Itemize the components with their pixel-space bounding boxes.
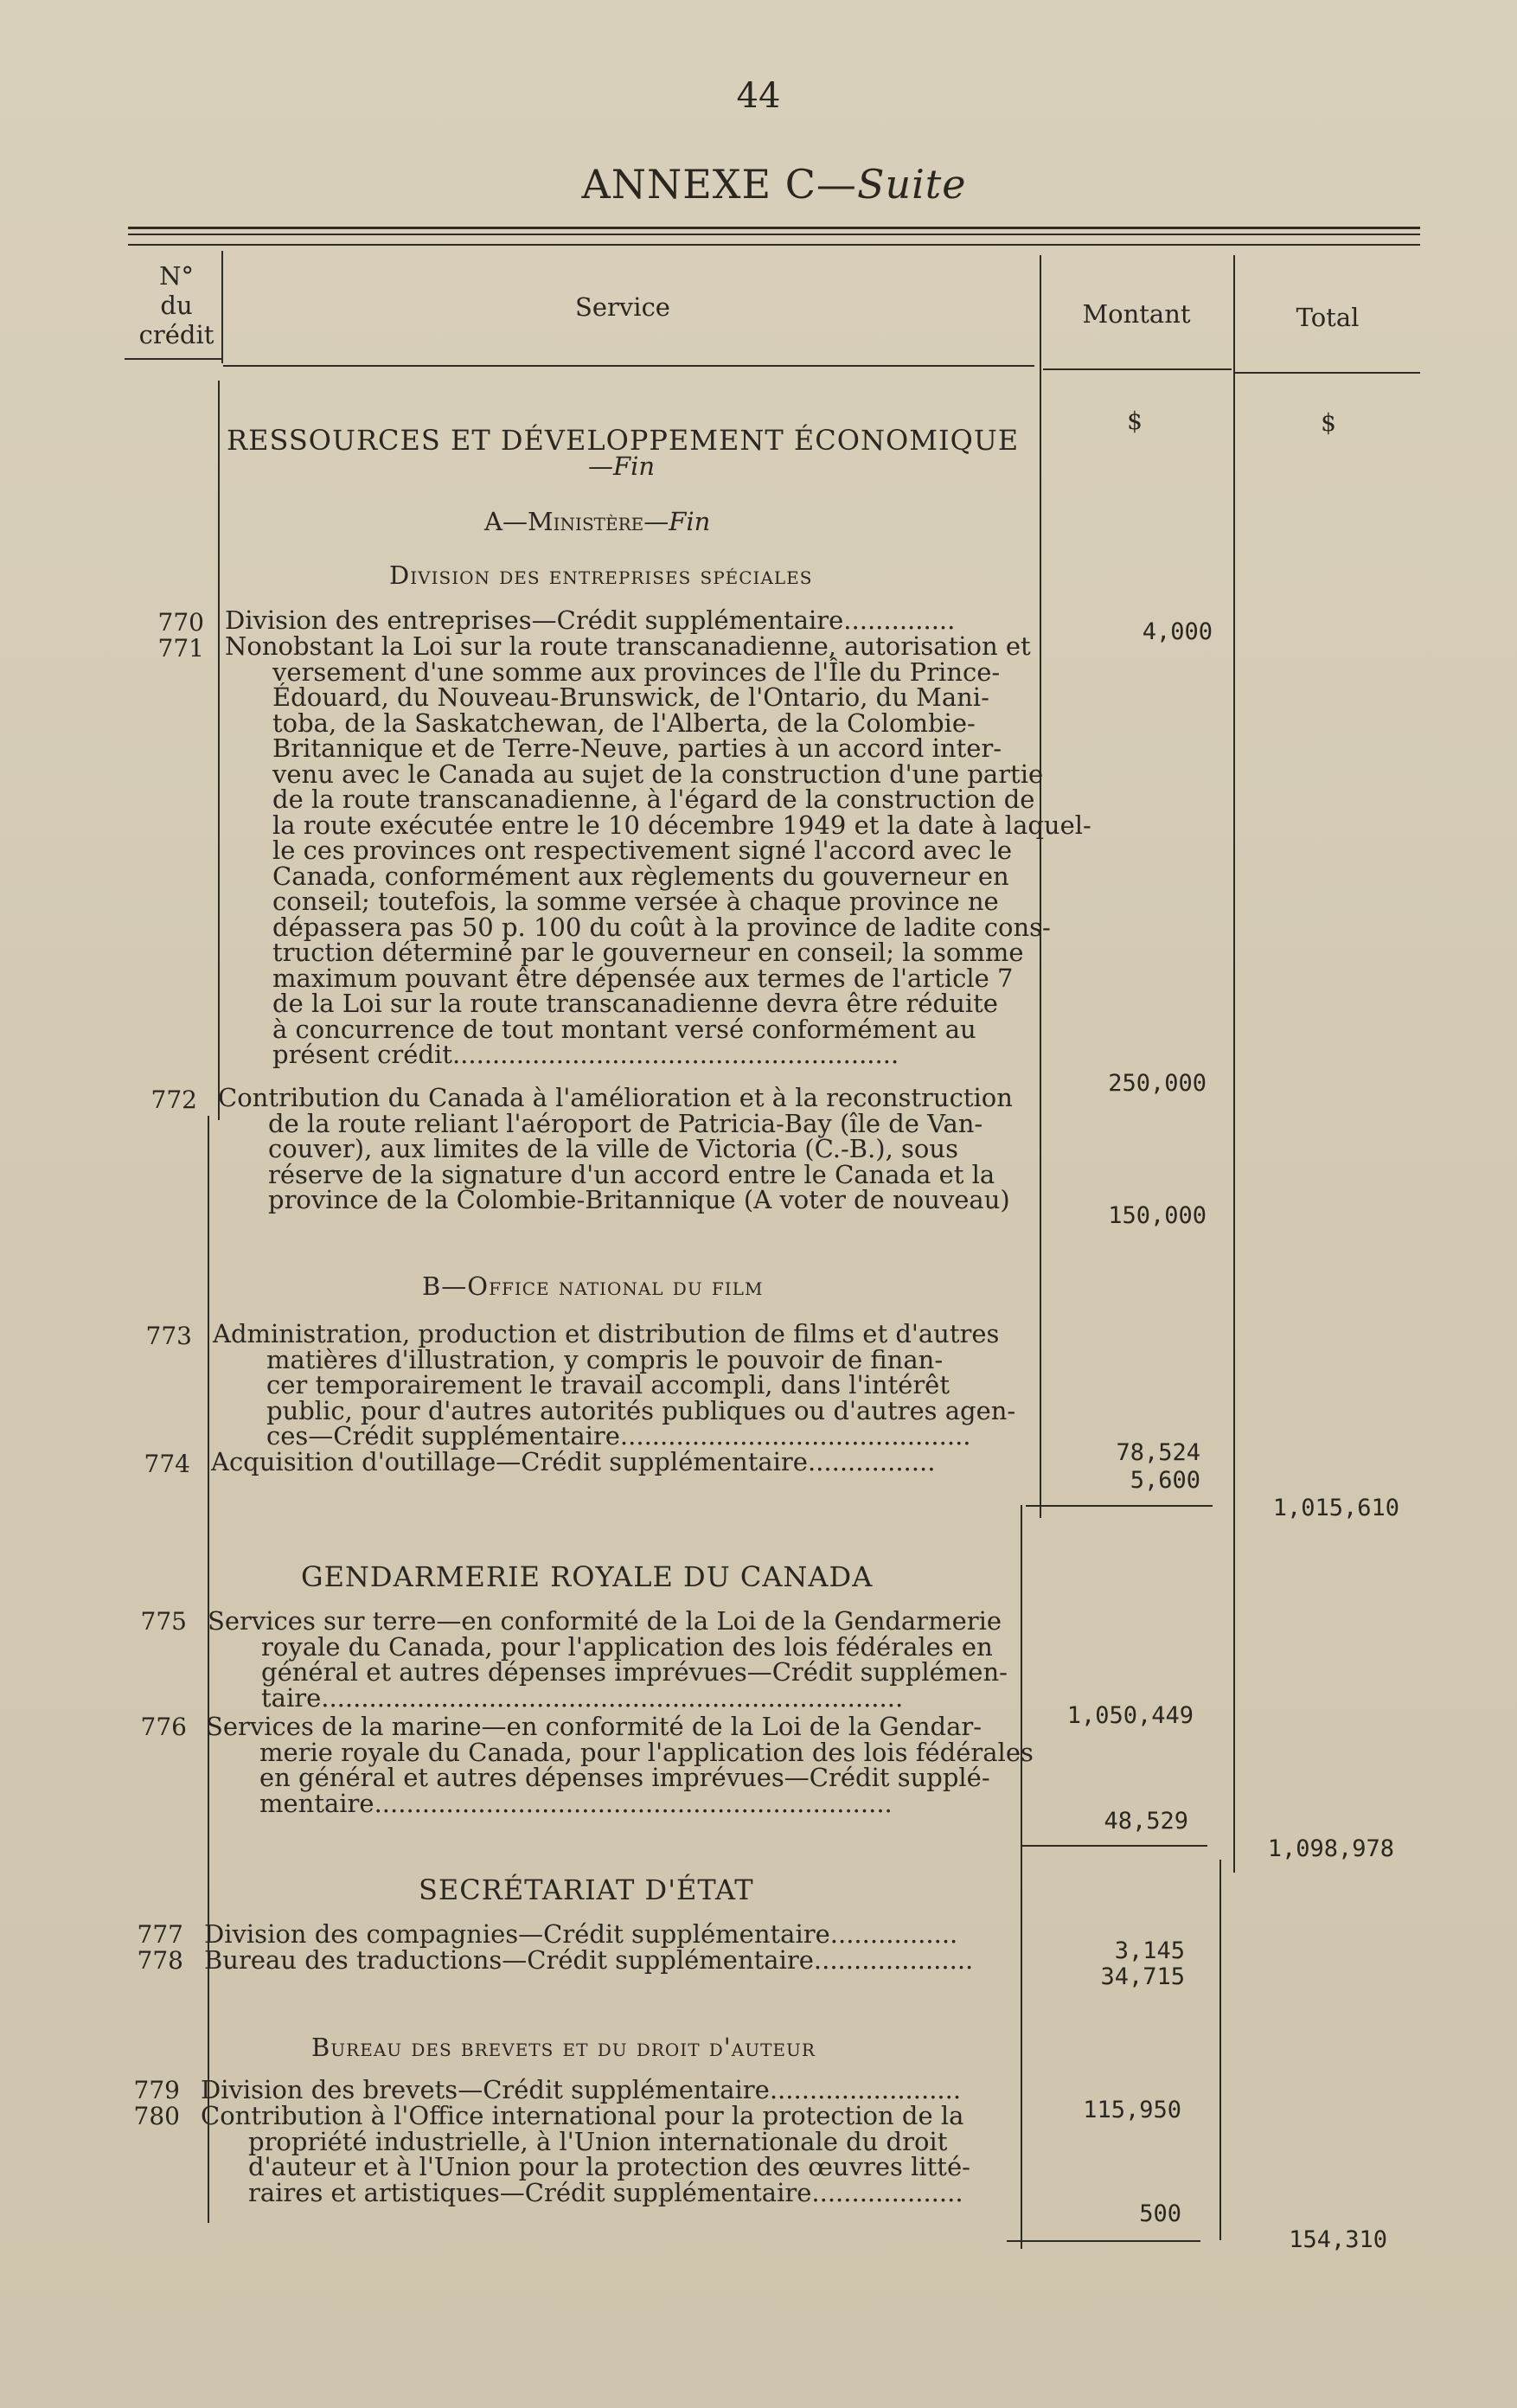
credit-778-amount: 34,715	[1100, 1963, 1185, 1990]
credit-771-number: 771	[157, 634, 204, 663]
vrule-montant-2	[1219, 1860, 1221, 2240]
vrule-service-2	[1021, 1505, 1022, 2249]
credit-776-line: Services de la marine—en conformité de la Loi de la Gendar-	[206, 1712, 983, 1741]
credit-780-line: raires et artistiques—Crédit supplémentaire...................	[248, 2177, 963, 2207]
section-grc-heading: GENDARMERIE ROYALE DU CANADA	[301, 1560, 874, 1593]
credit-773-line: ces—Crédit supplémentaire............................................	[266, 1421, 971, 1451]
section-ressources-suffix: —Fin	[588, 452, 656, 481]
top-rule-3	[128, 244, 1420, 246]
credit-772-amount: 150,000	[1108, 1202, 1207, 1229]
credit-780-line: d'auteur et à l'Union pour la protection des œuvres litté-	[248, 2152, 970, 2181]
top-rule-2	[128, 234, 1420, 235]
subtotal-rule-ressources	[1026, 1505, 1213, 1507]
credit-773-line: public, pour d'autres autorités publiques ou d'autres agen-	[266, 1395, 1016, 1425]
credit-771-line: Canada, conformément aux règlements du gouverneur en	[272, 861, 1009, 891]
credit-773-line: cer temporairement le travail accompli, dans l'intérêt	[266, 1370, 950, 1399]
header-credit-line1: N°	[159, 261, 194, 291]
credit-775-line: royale du Canada, pour l'application des lois fédérales en	[261, 1631, 993, 1662]
annex-title	[0, 161, 1517, 208]
credit-772-number: 772	[150, 1086, 197, 1114]
header-rule-total	[1235, 372, 1420, 374]
currency-total: $	[1321, 408, 1336, 437]
credit-771-amount: 250,000	[1108, 1070, 1207, 1097]
credit-779-amount: 115,950	[1083, 2097, 1181, 2123]
header-rule-montant	[1043, 368, 1232, 370]
credit-771-line: Édouard, du Nouveau-Brunswick, de l'Ontario, du Mani-	[272, 682, 989, 712]
total-secretariat: 154,310	[1289, 2226, 1387, 2253]
credit-770-line: Division des entreprises—Crédit supplémentaire..............	[225, 605, 956, 635]
credit-771-line: venu avec le Canada au sujet de la construction d'une partie	[272, 759, 1044, 789]
credit-780-line: Contribution à l'Office international pour la protection de la	[201, 2101, 964, 2130]
total-grc: 1,098,978	[1267, 1835, 1394, 1862]
credit-777-text	[204, 1919, 958, 1949]
credit-771-line: présent crédit........................................................	[272, 1040, 899, 1069]
credit-770-number: 770	[157, 608, 204, 637]
credit-773-text	[213, 1319, 1016, 1451]
credit-774-amount: 5,600	[1130, 1467, 1200, 1494]
total-ressources: 1,015,610	[1272, 1495, 1399, 1521]
credit-771-line: maximum pouvant être dépensée aux termes de l'article 7	[272, 963, 1014, 993]
currency-montant: $	[1127, 407, 1143, 435]
credit-776-number: 776	[140, 1713, 187, 1741]
section-ressources-title: RESSOURCES ET DÉVELOPPEMENT ÉCONOMIQUE	[227, 424, 1020, 457]
credit-771-line: à concurrence de tout montant versé conformément au	[272, 1014, 976, 1044]
credit-776-amount: 48,529	[1104, 1808, 1188, 1835]
ministere-name: Ministère	[527, 507, 644, 536]
credit-777-amount: 3,145	[1114, 1937, 1185, 1964]
credit-773-amount: 78,524	[1116, 1439, 1200, 1466]
subtotal-rule-secretariat	[1007, 2240, 1200, 2242]
credit-774-number: 774	[144, 1450, 190, 1478]
credit-776-line: en général et autres dépenses imprévues—Crédit supplé-	[259, 1763, 990, 1792]
header-col-credit	[128, 261, 225, 349]
header-rule-credit	[125, 358, 221, 360]
credit-775-text	[208, 1606, 1008, 1713]
credit-780-line: propriété industrielle, à l'Union internationale du droit	[248, 2126, 948, 2156]
credit-777-line: Division des compagnies—Crédit supplémentaire................	[204, 1919, 958, 1949]
credit-771-line: le ces provinces ont respectivement signé l'accord avec le	[272, 836, 1013, 865]
credit-778-number: 778	[137, 1946, 183, 1975]
credit-775-line: général et autres dépenses imprévues—Crédit supplémen-	[261, 1657, 1008, 1687]
credit-771-line: dépassera pas 50 p. 100 du coût à la province de ladite cons-	[272, 912, 1051, 942]
subtotal-rule-grc	[1021, 1845, 1207, 1847]
credit-776-text	[206, 1714, 1034, 1816]
credit-771-line: Nonobstant la Loi sur la route transcanadienne, autorisation et	[225, 631, 1031, 661]
vrule-montant-1	[1233, 255, 1235, 1873]
credit-775-line: Services sur terre—en conformité de la Loi de la Gendarmerie	[208, 1606, 1002, 1636]
credit-772-line: réserve de la signature d'un accord entre le Canada et la	[268, 1159, 995, 1189]
annex-title-text: ANNEXE C—	[581, 161, 857, 208]
credit-779-line: Division des brevets—Crédit supplémentaire........................	[201, 2075, 962, 2104]
credit-776-line: merie royale du Canada, pour l'application des lois fédérales	[259, 1737, 1034, 1767]
header-credit-line3: crédit	[138, 320, 214, 349]
credit-777-number: 777	[137, 1920, 183, 1949]
credit-778-line: Bureau des traductions—Crédit supplémentaire....................	[204, 1945, 974, 1975]
credit-771-line: de la Loi sur la route transcanadienne devra être réduite	[272, 989, 998, 1018]
credit-770-amount: 4,000	[1142, 618, 1213, 645]
ministere-prefix: A—	[484, 507, 528, 536]
section-secretariat-heading: SECRÉTARIAT D'ÉTAT	[419, 1873, 754, 1906]
credit-772-line: de la route reliant l'aéroport de Patricia-Bay (île de Van-	[268, 1108, 983, 1138]
credit-771-line: toba, de la Saskatchewan, de l'Alberta, de la Colombie-	[272, 708, 976, 738]
credit-772-text	[218, 1083, 1013, 1214]
credit-780-text	[201, 2101, 970, 2207]
header-rule-service	[223, 365, 1034, 367]
section-ministere-heading	[484, 507, 710, 536]
credit-772-line: couver), aux limites de la ville de Victoria (C.-B.), sous	[268, 1134, 958, 1163]
division-entreprises-heading: Division des entreprises spéciales	[389, 560, 813, 590]
credit-771-line: Britannique et de Terre-Neuve, parties à un accord inter-	[272, 733, 1002, 763]
credit-778-text	[204, 1945, 974, 1975]
credit-779-text	[201, 2075, 962, 2104]
credit-775-number: 775	[140, 1607, 187, 1636]
vrule-credit-header	[221, 251, 223, 363]
credit-772-line: Contribution du Canada à l'amélioration et à la reconstruction	[218, 1083, 1013, 1112]
header-col-service: Service	[575, 292, 670, 322]
credit-773-line: Administration, production et distribution de films et d'autres	[213, 1319, 1000, 1348]
credit-772-line: province de la Colombie-Britannique (A voter de nouveau)	[268, 1185, 1010, 1214]
page-number: 44	[736, 76, 781, 116]
annex-title-suffix: Suite	[856, 161, 967, 208]
credit-774-text	[211, 1447, 936, 1476]
top-rule-1	[128, 227, 1420, 229]
credit-780-number: 780	[133, 2102, 180, 2130]
credit-774-line: Acquisition d'outillage—Crédit supplémentaire................	[211, 1447, 936, 1476]
credit-780-amount: 500	[1139, 2200, 1181, 2227]
ministere-suffix: —Fin	[643, 507, 711, 536]
section-onf-heading: B—Office national du film	[422, 1271, 764, 1301]
credit-770-text	[225, 605, 956, 635]
credit-771-line: versement d'une somme aux provinces de l'Île du Prince-	[272, 656, 1001, 687]
section-brevets-heading: Bureau des brevets et du droit d'auteur	[311, 2033, 816, 2062]
credit-771-line: de la route transcanadienne, à l'égard de la construction de	[272, 785, 1035, 814]
credit-775-amount: 1,050,449	[1066, 1702, 1194, 1729]
credit-771-line: la route exécutée entre le 10 décembre 1949 et la date à laquel-	[272, 810, 1091, 840]
header-col-montant: Montant	[1082, 299, 1191, 329]
credit-775-line: taire.........................................................................	[261, 1682, 904, 1713]
credit-771-text	[225, 631, 1091, 1069]
header-col-total: Total	[1296, 303, 1360, 332]
header-credit-line2: du	[160, 291, 193, 320]
credit-771-line: conseil; toutefois, la somme versée à chaque province ne	[272, 887, 999, 916]
credit-773-line: matières d'illustration, y compris le pouvoir de finan-	[266, 1344, 944, 1374]
credit-779-number: 779	[133, 2076, 180, 2104]
credit-773-number: 773	[145, 1322, 192, 1350]
credit-776-line: mentaire.................................................................	[259, 1788, 893, 1818]
credit-771-line: truction déterminé par le gouverneur en conseil; la somme	[272, 938, 1024, 967]
vrule-credit-1	[218, 381, 220, 1120]
